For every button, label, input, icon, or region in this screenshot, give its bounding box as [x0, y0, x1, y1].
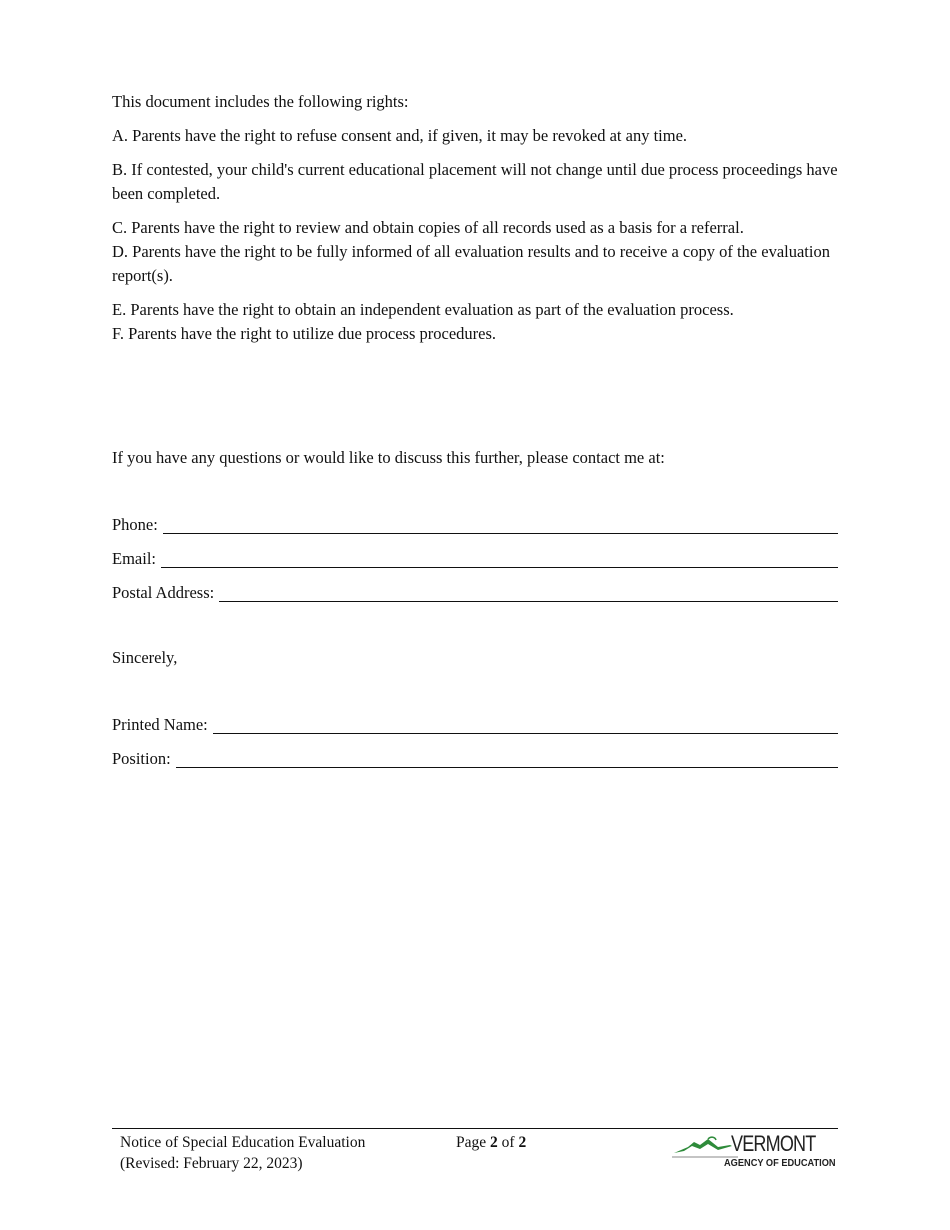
- printed-name-line[interactable]: [213, 717, 838, 734]
- right-d: D. Parents have the right to be fully informed of all evaluation results and to receive a copy of the evaluation report(s).: [112, 242, 830, 285]
- page-footer: [112, 1128, 838, 1172]
- phone-line[interactable]: [163, 517, 838, 534]
- footer-doc-title: Notice of Special Education Evaluation: [120, 1134, 366, 1151]
- right-b: B. If contested, your child's current educational placement will not change until due process proceedings have been completed.: [112, 160, 838, 203]
- postal-address-line[interactable]: [219, 585, 838, 602]
- logo-agency-name: AGENCY OF EDUCATION: [724, 1157, 836, 1169]
- rights-intro: This document includes the following rights:: [112, 92, 409, 111]
- page-of: of: [501, 1134, 515, 1151]
- email-label: Email:: [112, 549, 156, 568]
- email-field[interactable]: [112, 546, 838, 570]
- document-body: [112, 90, 838, 780]
- position-line[interactable]: [176, 751, 838, 768]
- closing: Sincerely,: [112, 648, 178, 667]
- position-field[interactable]: [112, 746, 838, 770]
- postal-address-field[interactable]: [112, 580, 838, 604]
- page-current: 2: [490, 1134, 498, 1151]
- page-total: 2: [518, 1134, 527, 1151]
- vermont-agency-logo: [672, 1131, 836, 1171]
- contact-prompt: If you have any questions or would like to discuss this further, please contact me at:: [112, 448, 665, 467]
- printed-name-field[interactable]: [112, 712, 838, 736]
- footer-revised-date: (Revised: February 22, 2023): [120, 1155, 303, 1172]
- email-line[interactable]: [161, 551, 838, 568]
- footer-doc-info: [120, 1132, 365, 1174]
- position-label: Position:: [112, 749, 171, 768]
- logo-state-name: VERMONT: [731, 1131, 816, 1156]
- page-number: [456, 1132, 526, 1153]
- postal-address-label: Postal Address:: [112, 583, 215, 602]
- mountain-peak-arc: [708, 1137, 716, 1140]
- printed-name-label: Printed Name:: [112, 715, 208, 734]
- mountain-shape: [674, 1139, 732, 1153]
- page-prefix: Page: [456, 1134, 487, 1151]
- right-c: C. Parents have the right to review and obtain copies of all records used as a basis for a referral.: [112, 218, 744, 237]
- right-f: F. Parents have the right to utilize due process procedures.: [112, 324, 497, 343]
- right-e: E. Parents have the right to obtain an independent evaluation as part of the evaluation process.: [112, 300, 734, 319]
- phone-label: Phone:: [112, 515, 158, 534]
- phone-field[interactable]: [112, 512, 838, 536]
- right-a: A. Parents have the right to refuse consent and, if given, it may be revoked at any time.: [112, 126, 688, 145]
